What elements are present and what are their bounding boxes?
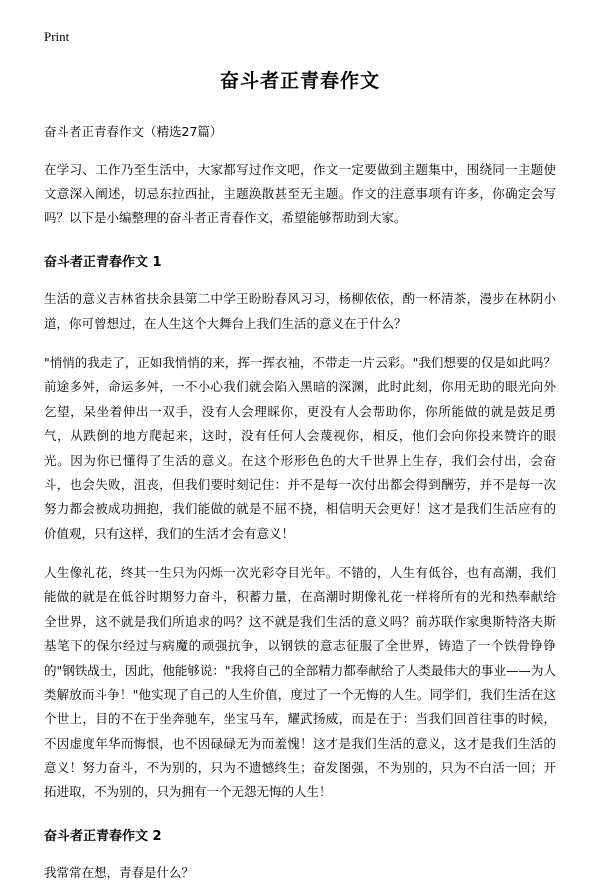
page-title: 奋斗者正青春作文 xyxy=(219,70,380,92)
section-1-paragraph-3: 人生像礼花，终其一生只为闪烁一次光彩夺目光年。不错的，人生有低谷，也有高潮，我们能做的就是在低谷时期努力奋斗，积蓄力量，在高潮时期像礼花一样将所有的光和热奉献给全世界，这不就是我们所追求的吗？这不就是我们生活的意义吗？前苏联作家奥斯特洛夫斯基笔下的保尔经过与病魔的顽强抗争，以钢铁的意志征服了全世界，铸造了一个铁骨铮铮的"钢铁战士，因此，他能够说："我将自己的全部精力都奉献给了人类最伟大的事业——为人类解放而斗争！"他实现了自己的人生价值，度过了一个无悔的人生。同学们，我们生活在这个世上，目的不在于坐奔驰车，坐宝马车，耀武扬威，而是在于：当我们回首往事的时候，不因虚度年华而悔恨，也不因碌碌无为而羞愧！这才是我们生活的意义，这才是我们生活的意义！努力奋斗，不为别的，只为不遗憾终生；奋发图强，不为别的，只为不白活一回；开拓进取，不为别的，只为拥有一个无怨无悔的人生！ xyxy=(44,565,556,800)
section-2-paragraph-1: 我常常在想，青春是什么？ xyxy=(44,865,195,881)
print-link[interactable]: Print xyxy=(44,29,70,44)
intro-paragraph: 在学习、工作乃至生活中，大家都写过作文吧，作文一定要做到主题集中，围绕同一主题使文意深入阐述，切忌东拉西扯，主题涣散甚至无主题。作文的注意事项有许多，你确定会写吗？以下是小编整理的奋斗者正青春作文，希望能够帮助到大家。 xyxy=(44,161,556,226)
section-heading-2: 奋斗者正青春作文 2 xyxy=(44,828,162,844)
section-1-paragraph-1: 生活的意义吉林省扶余县第二中学王盼盼春风习习，杨柳依依，酌一杯清茶，漫步在林阴小道，你可曾想过，在人生这个大舞台上我们生活的意义在于什么？ xyxy=(44,291,556,331)
section-heading-1: 奋斗者正青春作文 1 xyxy=(44,254,162,270)
document-subtitle: 奋斗者正青春作文（精选27篇） xyxy=(44,123,223,139)
section-1-paragraph-2: "悄悄的我走了，正如我悄悄的来，挥一挥衣袖，不带走一片云彩。"我们想要的仅是如此吗？前途多舛，命运多舛，一不小心我们就会陷入黑暗的深渊，此时此刻，你用无助的眼光向外乞望，呆坐着伸出一双手，没有人会理睬你，更没有人会帮助你，你所能做的就是鼓足勇气，从跌倒的地方爬起来，这时，没有任何人会蔑视你，相反，他们会向你投来赞许的眼光。因为你已懂得了生活的意义。在这个形形色色的大千世界上生存，我们会付出，会奋斗，也会失败，沮丧，但我们要时刻记住：并不是每一次付出都会得到酬劳，并不是每一次努力都会被成功拥抱，我们能做的就是不屈不挠，相信明天会更好！这才是我们生活应有的价值观，只有这样，我们的生活才会有意义！ xyxy=(44,355,556,541)
